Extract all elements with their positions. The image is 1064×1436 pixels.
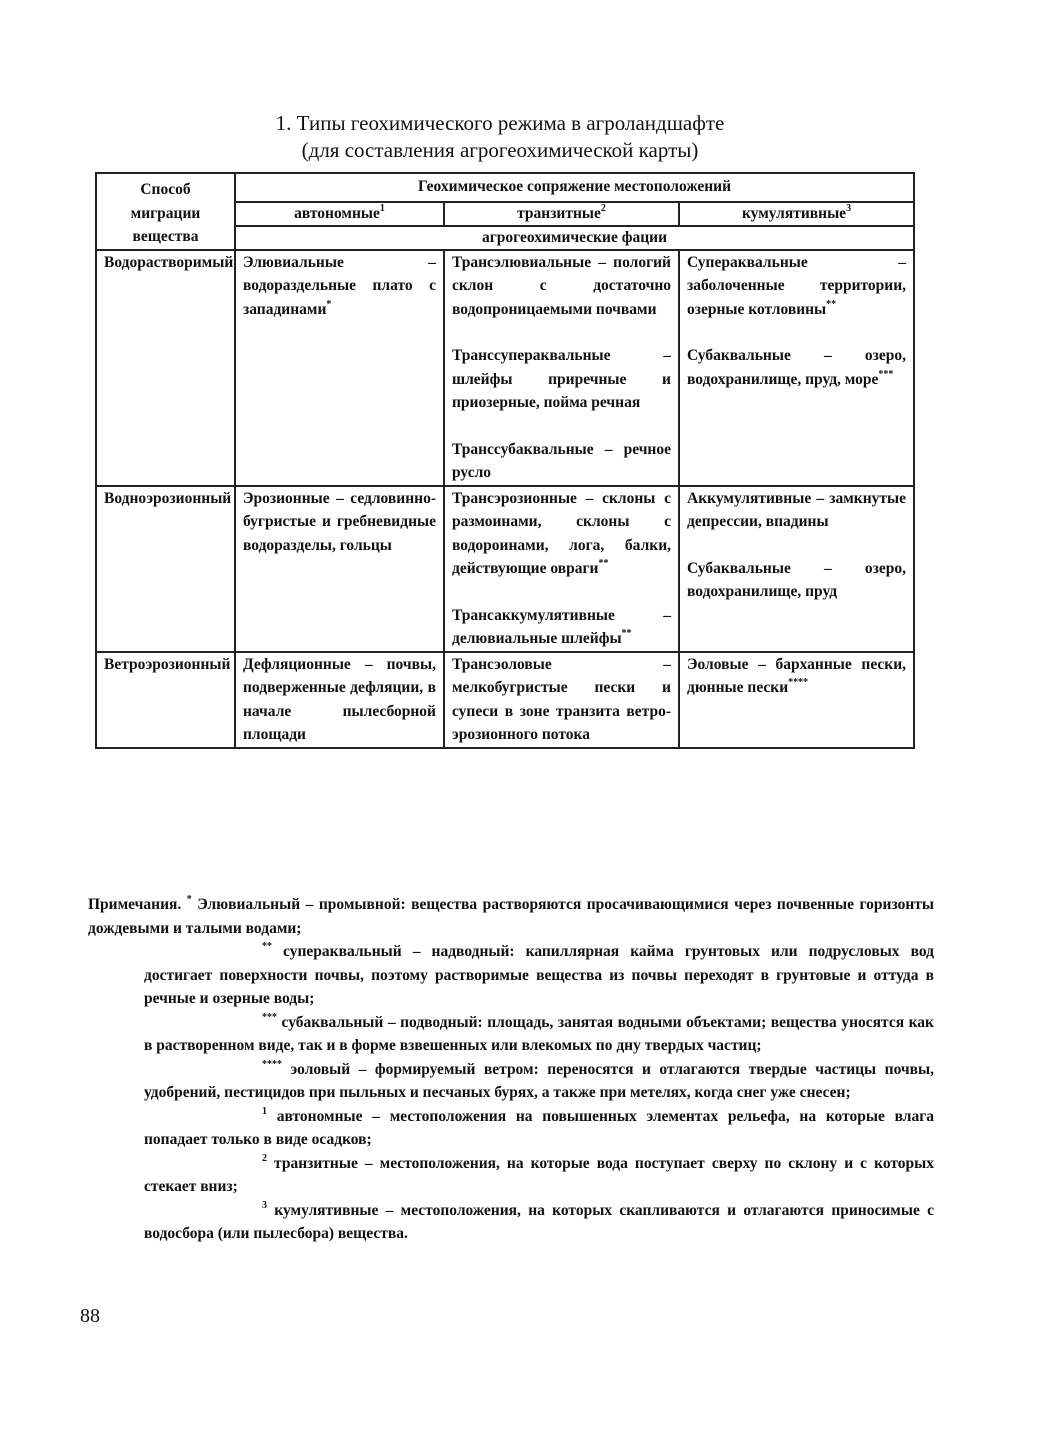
table-title xyxy=(0,110,1000,164)
note-item: $^2$ транзитные – местоположения, на которые вода поступает сверху по склону и с которых стекает вниз; xyxy=(144,1152,935,1195)
cumulative-cell: Супераквальные – заболоченные территории, озерные котловины** Субаквальные – озеро, водохранилище, пруд, море*** xyxy=(679,250,914,486)
note-item: **** эоловый – формируемый ветром: переносятся и отлагаются твердые частицы почвы, удобрений, пестицидов при пыльных и песчаных бурях, а также при метелях, когда снег уже снесен; xyxy=(144,1058,935,1101)
geochemical-regime-table xyxy=(95,172,915,749)
note-item: *** субаквальный – подводный: площадь, занятая водными объектами; вещества уносятся как в растворенном виде, так и в форме взвешенных или влекомых по дну твердых частиц; xyxy=(144,1011,934,1054)
autonomous-cell: Элювиальные – водораздельные плато с западинами* xyxy=(235,250,444,486)
table-row xyxy=(96,652,914,748)
transit-cell: Трансэоловые – мелкобугристые пески и супеси в зоне транзита ветро-эрозионного потока xyxy=(444,652,679,748)
cumulative-cell: Аккумулятивные – замкнутые депрессии, впадины Субаквальные – озеро, водохранилище, пруд xyxy=(679,486,914,652)
title-line-1: 1. Типы геохимического режима в агроландшафте xyxy=(275,111,725,135)
autonomous-cell: Дефляционные – почвы, подверженные дефляции, в начале пылесборной площади xyxy=(235,652,444,748)
header-facies: агрогеохимические фации xyxy=(235,226,914,250)
header-conjugation: Геохимическое сопряжение местоположений xyxy=(235,173,914,202)
notes xyxy=(88,893,934,1246)
note-item: $^3$ кумулятивные – местоположения, на которых скапливаются и отлагаются приносимые с водосбора (или пылесбора) вещества. xyxy=(144,1199,934,1242)
page-number: 88 xyxy=(80,1305,100,1327)
method-cell: Водорастворимый xyxy=(96,250,235,486)
table-row xyxy=(96,486,914,652)
header-autonomous: автономные$^1$ xyxy=(235,202,444,226)
header-migration-method: Способ миграции вещества xyxy=(96,173,235,250)
table-row xyxy=(96,250,914,486)
title-line-2: (для составления агрогеохимической карты) xyxy=(301,138,699,162)
transit-cell: Трансэрозионные – склоны с размоинами, склоны с водороинами, лога, балки, действующие овраги** Трансаккумулятивные – делювиальные шлейфы** xyxy=(444,486,679,652)
method-cell: Ветроэрозионный xyxy=(96,652,235,748)
header-cumulative: кумулятивные$^3$ xyxy=(679,202,914,226)
header-transit: транзитные$^2$ xyxy=(444,202,679,226)
note-item: Примечания. * Элювиальный – промывной: вещества растворяются просачивающимися через почвенные горизонты дождевыми и талыми водами; xyxy=(88,894,935,937)
header-row-1 xyxy=(96,173,914,202)
notes-label: Примечания. xyxy=(88,896,182,913)
autonomous-cell: Эрозионные – седловинно-бугристые и гребневидные водоразделы, гольцы xyxy=(235,486,444,652)
method-cell: Водноэрозионный xyxy=(96,486,235,652)
note-item: $^1$ автономные – местоположения на повышенных элементах рельефа, на которые влага попадает только в виде осадков; xyxy=(144,1105,934,1148)
note-item: ** супераквальный – надводный: капиллярная кайма грунтовых или подрусловых вод достигает поверхности почвы, поэтому растворимые вещества из почвы переходят в грунтовые и оттуда в речные и озерные воды; xyxy=(144,941,935,1007)
cumulative-cell: Эоловые – барханные пески, дюнные пески**** xyxy=(679,652,914,748)
transit-cell: Трансэлювиальные – пологий склон с достаточно водопроницаемыми почвами Транссупераквальные – шлейфы приречные и приозерные, пойма речная Транссубаквальные – речное русло xyxy=(444,250,679,486)
